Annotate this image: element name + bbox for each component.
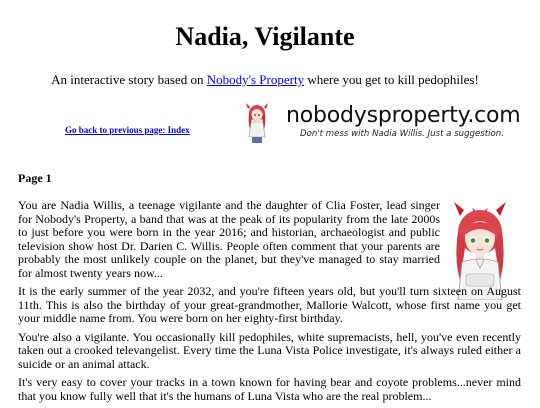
banner-brand-text: nobodysproperty.com: [286, 103, 521, 128]
banner-slogan: Don't mess with Nadia Willis. Just a suggestion.: [300, 129, 504, 139]
tagline-prefix: An interactive story based on: [51, 72, 207, 87]
site-banner[interactable]: [244, 103, 530, 145]
tagline-suffix: where you get to kill pedophiles!: [304, 72, 479, 87]
banner-mascot-image: [244, 103, 270, 145]
back-to-index-link[interactable]: Go back to previous page: Index: [65, 125, 190, 135]
tagline: [0, 72, 530, 88]
page-title: Nadia, Vigilante: [175, 22, 355, 51]
story-paragraph: You are Nadia Willis, a teenage vigilante and the daughter of Clia Foster, lead singer for Nobody's Property, a band that was at the peak of its popularity from the late 2000s to just before you were born in the year 2016; and historian, archaeologist and public television show host Dr. Darien C. Willis. People often comment that your parents are probably the most unlikely couple on the planet, but they've managed to stay married for almost twenty years now...: [18, 198, 440, 280]
story-paragraph: It's very easy to cover your tracks in a town known for having bear and coyote problems...never mind that you know fully well that it's the humans of Luna Vista who are the real problem...: [18, 375, 521, 403]
story-paragraph: It is the early summer of the year 2032, and you're fifteen years old, but you'll turn sixteen on August 11th. This is also the birthday of your great-grandmother, Mallorie Walcott, whose first name you get your middle name from. You were born on her eighty-first birthday.: [18, 284, 521, 325]
story-paragraph: You're also a vigilante. You occasionally kill pedophiles, white supremacists, hell, you've even recently taken out a crooked televangelist. Every time the Luna Vista Police investigate, it's always ruled either a suicide or an animal attack.: [18, 329, 521, 371]
page-number-label: Page 1: [18, 171, 52, 185]
nobodys-property-link[interactable]: Nobody's Property: [206, 72, 305, 87]
story-body: [18, 198, 521, 408]
